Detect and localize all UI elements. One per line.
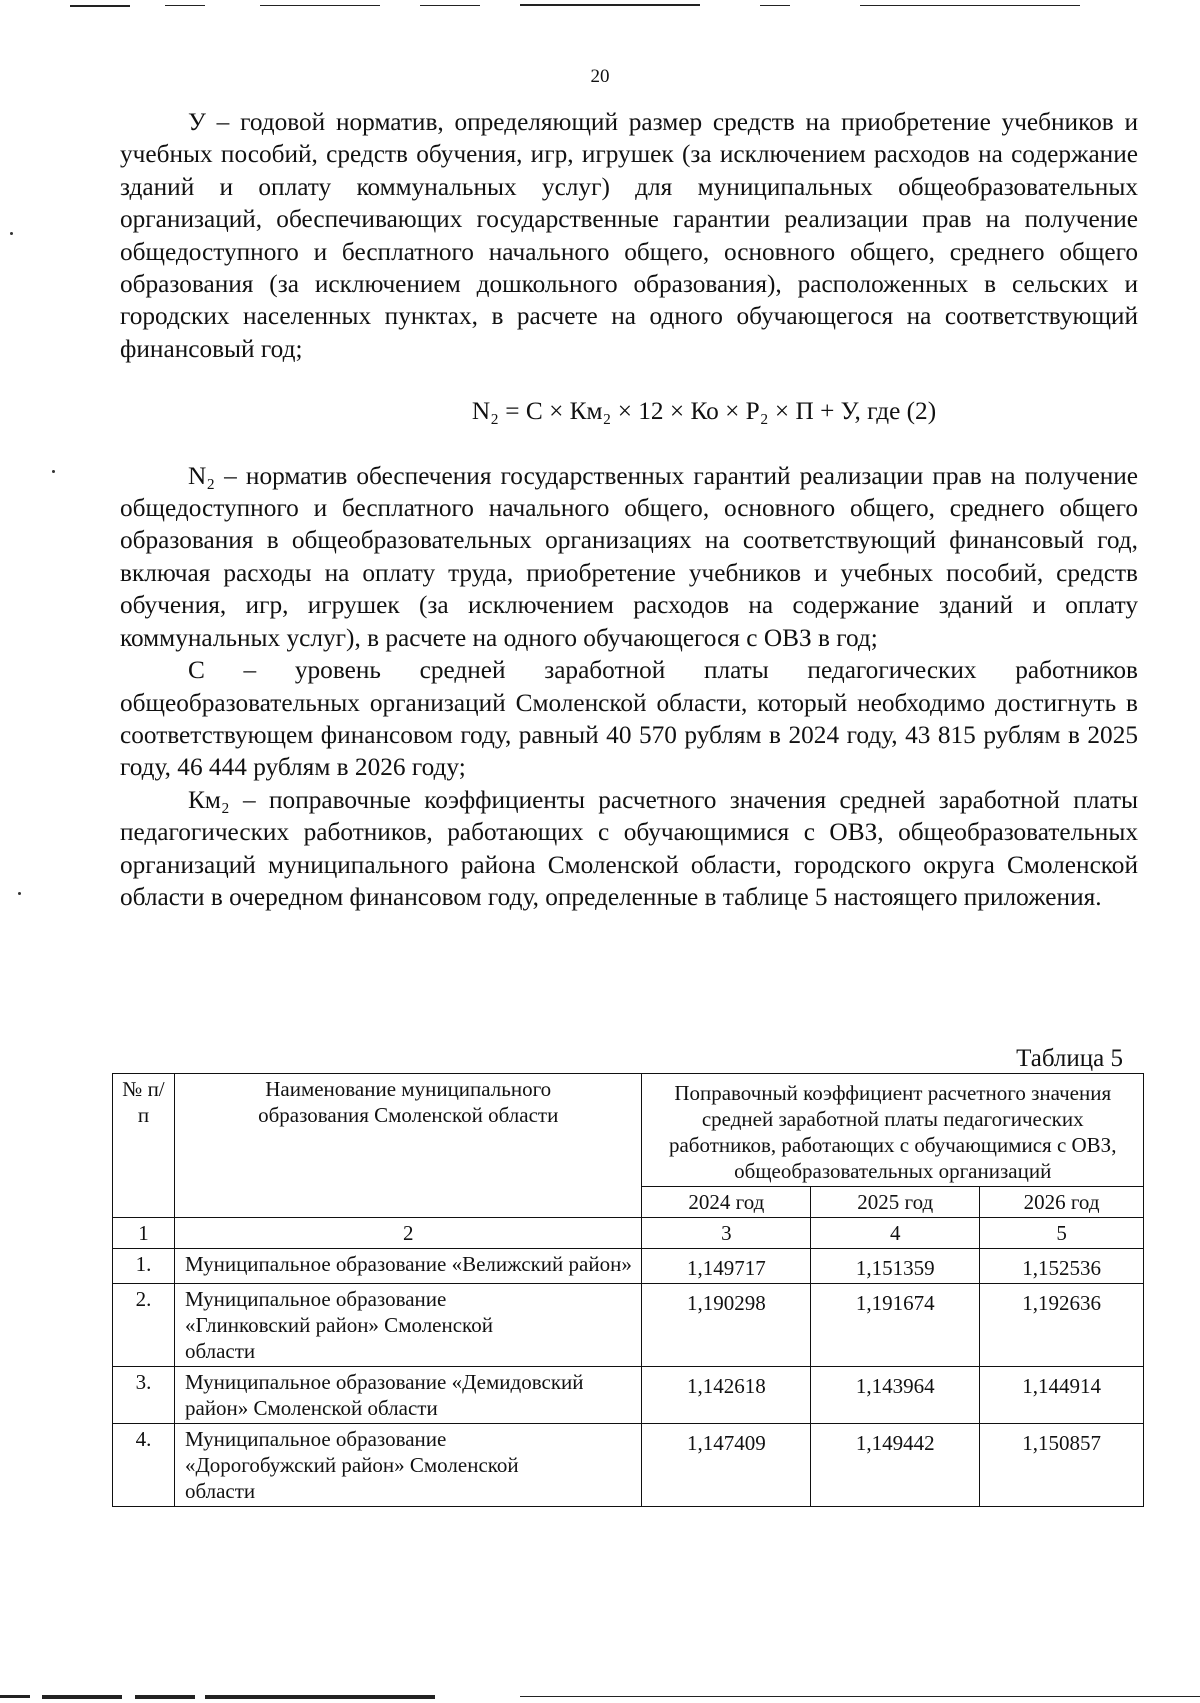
page-number: 20 [590,66,610,87]
row-value-2024: 1,149717 [642,1249,811,1284]
row-value-2025: 1,191674 [811,1284,980,1367]
table-row [113,1367,1144,1424]
row-municipality-name: Муниципальное образование «Демидовский район» Смоленской области [174,1367,642,1424]
paragraph-km2-definition: Км₂ – поправочные коэффициенты расчетного значения средней заработной платы педагогических работников, работающих с обучающимися с ОВЗ, общеобразовательных организаций муниципального района Смоленской области, городского округа Смоленской области в очередном финансовом году, определенные в таблице 5 настоящего приложения. [120,785,1138,911]
paragraph-n2-definition: N₂ – норматив обеспечения государственных гарантий реализации прав на получение общедоступного и бесплатного начального общего, основного общего, среднего общего образования в общеобразовательных организациях на соответствующий финансовый год, включая расходы на оплату труда, приобретение учебников и учебных пособий, средств обучения, игр, игрушек (за исключением расходов на содержание зданий и оплату коммунальных услуг), в расчете на одного обучающегося с ОВЗ в год; [120,461,1138,652]
row-municipality-name: Муниципальное образование «Велижский район» [174,1249,642,1284]
row-number: 4. [113,1424,175,1507]
row-value-2026: 1,150857 [980,1424,1144,1507]
header-coefficient: Поправочный коэффициент расчетного значения средней заработной платы педагогических работников, работающих с обучающимися с ОВЗ, общеобразовательных организаций [642,1074,1144,1187]
table-header-row [113,1074,1144,1187]
table-caption: Таблица 5 [1016,1045,1123,1072]
scan-speck [18,892,21,895]
table-row [113,1249,1144,1284]
coefficient-table [112,1073,1144,1507]
document-body [120,106,1138,913]
column-number-1: 1 [113,1218,175,1249]
table-row [113,1284,1144,1367]
column-number-4: 4 [811,1218,980,1249]
row-number: 2. [113,1284,175,1367]
header-year-2024: 2024 год [642,1187,811,1218]
column-number-2: 2 [174,1218,642,1249]
row-value-2025: 1,149442 [811,1424,980,1507]
header-year-2026: 2026 год [980,1187,1144,1218]
table-column-numbers-row [113,1218,1144,1249]
paragraph-y-definition: У – годовой норматив, определяющий размер средств на приобретение учебников и учебных пособий, средств обучения, игр, игрушек (за исключением расходов на содержание зданий и оплату коммунальных услуг) для муниципальных общеобразовательных организаций, обеспечивающих государственные гарантии реализации прав на получение общедоступного и бесплатного начального общего, основного общего, среднего общего образования (за исключением дошкольного образования), расположенных в сельских и городских населенных пунктах, в расчете на одного обучающегося на соответствующий финансовый год; [120,108,1138,363]
row-value-2025: 1,151359 [811,1249,980,1284]
row-value-2026: 1,192636 [980,1284,1144,1367]
row-value-2026: 1,144914 [980,1367,1144,1424]
column-number-3: 3 [642,1218,811,1249]
row-value-2024: 1,147409 [642,1424,811,1507]
row-municipality-name: Муниципальное образование «Глинковский район» Смоленской области [174,1284,642,1367]
row-value-2026: 1,152536 [980,1249,1144,1284]
header-number: № п/п [113,1074,175,1218]
scan-edge-top [0,0,1200,10]
header-name: Наименование муниципального образования Смоленской области [174,1074,642,1218]
row-number: 1. [113,1249,175,1284]
row-value-2024: 1,142618 [642,1367,811,1424]
scan-speck [10,232,13,235]
header-year-2025: 2025 год [811,1187,980,1218]
scan-edge-bottom [0,1689,1200,1703]
row-number: 3. [113,1367,175,1424]
row-value-2024: 1,190298 [642,1284,811,1367]
row-municipality-name: Муниципальное образование «Дорогобужский район» Смоленской области [174,1424,642,1507]
row-value-2025: 1,143964 [811,1367,980,1424]
scan-speck [52,470,55,473]
column-number-5: 5 [980,1218,1144,1249]
formula-n2: N₂ = С × Км₂ × 12 × Ко × Р₂ × П + У, где (2) [471,397,937,426]
table-row [113,1424,1144,1507]
paragraph-c-definition: С – уровень средней заработной платы педагогических работников общеобразовательных организаций Смоленской области, который необходимо достигнуть в соответствующем финансовом году, равный 40 570 рублям в 2024 году, 43 815 рублям в 2025 году, 46 444 рублям в 2026 году; [120,656,1138,782]
